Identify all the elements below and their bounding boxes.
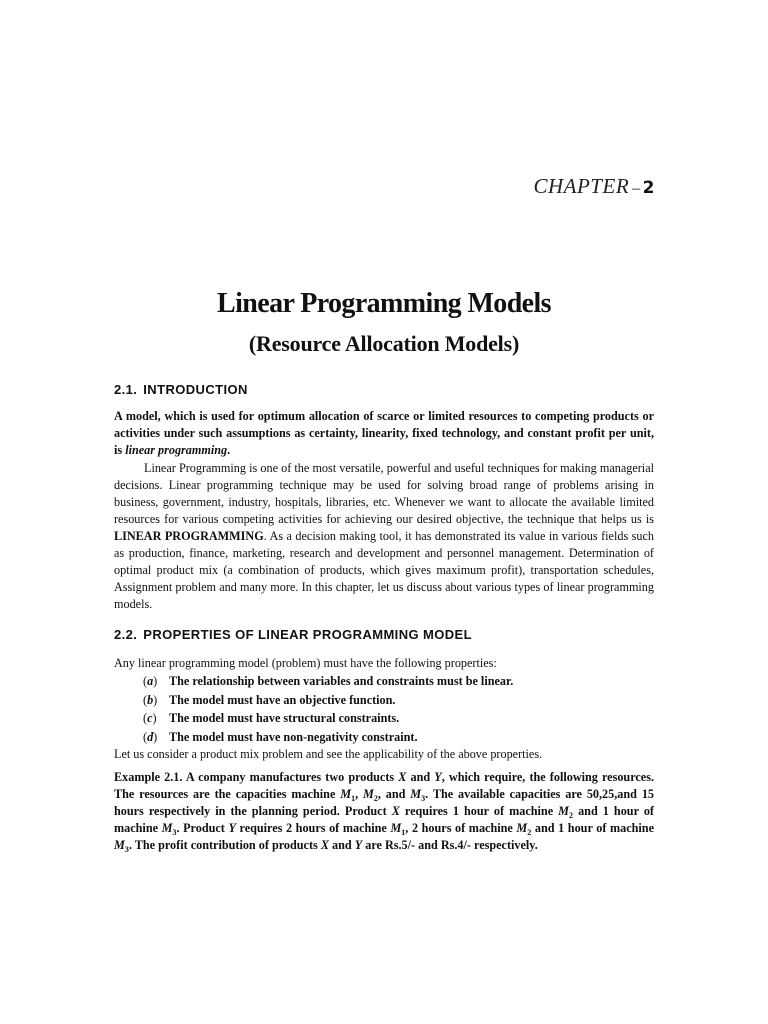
var-y: Y	[434, 770, 442, 784]
subscript: 2	[569, 811, 574, 820]
intro-paragraph	[114, 460, 654, 613]
list-item: (d) The model must have non-negativity constraint.	[143, 729, 418, 744]
example-text: and	[328, 838, 355, 852]
chapter-separator: –	[632, 180, 641, 197]
page-title: Linear Programming Models	[217, 288, 551, 319]
definition-paragraph	[114, 408, 654, 459]
example-text: requires 2 hours of machine	[235, 821, 391, 835]
item-label: a	[147, 674, 154, 688]
var-x: X	[391, 804, 400, 818]
var-m: M	[363, 787, 374, 801]
properties-intro: Any linear programming model (problem) must have the following properties:	[114, 656, 497, 670]
intro-text-1: Linear Programming is one of the most versatile, powerful and useful techniques for making managerial decisions. Linear programming technique may be used for solving broad range of problems arising in business, government, industry, hospitals, libraries, etc. Whenever we want to allocate the available limited resources for various competing activities for achieving our desired objective, the technique that helps us is	[114, 461, 654, 526]
item-text: The model must have an objective function.	[169, 692, 396, 707]
item-text: The relationship between variables and constraints must be linear.	[169, 674, 514, 688]
item-label: d	[147, 729, 154, 744]
example-text: , which require, the following resources. The resources are the capacities machine	[114, 770, 654, 801]
list-item: (b) The model must have an objective function.	[143, 692, 396, 707]
item-text: The model must have non-negativity constraint.	[169, 729, 418, 744]
definition-end: .	[227, 443, 231, 457]
chapter-label	[533, 174, 655, 199]
example-text: and 1 hour of machine	[114, 804, 654, 835]
section-number: 2.2.	[114, 627, 138, 642]
var-m: M	[114, 838, 125, 852]
var-m: M	[161, 821, 173, 835]
definition-text: A model, which is used for optimum allocation of scarce or limited resources to competing products or activities under such assumptions as certainty, linearity, fixed technology, and constant profit per unit, is	[114, 409, 654, 457]
list-item: (c) The model must have structural constraints.	[143, 711, 400, 725]
item-label: c	[147, 711, 153, 725]
example-text: and	[406, 770, 435, 784]
example-text: . The available capacities are 50,25,and 15 hours respectively in the planning period. Product	[114, 787, 655, 818]
example-text: , and	[377, 787, 411, 801]
subscript: 1	[401, 828, 406, 837]
example-text: are Rs.5/- and Rs.4/- respectively.	[362, 838, 538, 852]
definition-term: linear programming	[125, 443, 228, 457]
example-text: , 2 hours of machine	[405, 821, 517, 835]
intro-emphasis: LINEAR PROGRAMMING	[114, 529, 264, 543]
list-item: (a) The relationship between variables and constraints must be linear.	[143, 674, 514, 688]
example-text: ,	[355, 787, 363, 801]
example-text: Example 2.1. A company manufactures two products	[114, 770, 399, 784]
var-m: M	[410, 787, 422, 801]
section-title: INTRODUCTION	[143, 382, 248, 397]
var-m: M	[558, 804, 570, 818]
subscript: 3	[421, 794, 426, 803]
var-m: M	[516, 821, 528, 835]
var-x: X	[320, 838, 329, 852]
subscript: 1	[351, 794, 356, 803]
example-text: . Product	[176, 821, 229, 835]
properties-outro: Let us consider a product mix problem and see the applicability of the above properties.	[114, 747, 543, 761]
var-m: M	[340, 787, 352, 801]
section-heading-properties	[114, 627, 472, 642]
example-text: requires 1 hour of machine	[399, 804, 559, 818]
subscript: 3	[124, 845, 129, 854]
var-y: Y	[228, 821, 236, 835]
example-text: . The profit contribution of products	[128, 838, 321, 852]
section-number: 2.1.	[114, 382, 138, 397]
chapter-number: 2	[642, 178, 655, 198]
properties-list	[143, 672, 663, 746]
var-y: Y	[354, 838, 363, 852]
item-text: The model must have structural constraints.	[169, 711, 400, 725]
var-m: M	[390, 821, 402, 835]
section-heading-introduction	[114, 382, 248, 397]
item-label: b	[147, 692, 154, 707]
subscript: 2	[373, 794, 378, 803]
page-subtitle: (Resource Allocation Models)	[248, 331, 520, 356]
var-x: X	[398, 770, 407, 784]
subscript: 3	[172, 828, 177, 837]
subscript: 2	[527, 828, 532, 837]
example-paragraph	[114, 769, 654, 854]
example-text: and 1 hour of machine	[531, 821, 654, 835]
chapter-word: CHAPTER	[533, 174, 630, 198]
intro-text-2: . As a decision making tool, it has demonstrated its value in various fields such as production, finance, marketing, research and development and personnel management. Determination of optimal product mix (a combination of products, which gives maximum profit), transportation schedules, Assignment problem and many more. In this chapter, let us discuss about various types of linear programming models.	[114, 529, 654, 611]
section-title: PROPERTIES OF LINEAR PROGRAMMING MODEL	[143, 627, 472, 642]
